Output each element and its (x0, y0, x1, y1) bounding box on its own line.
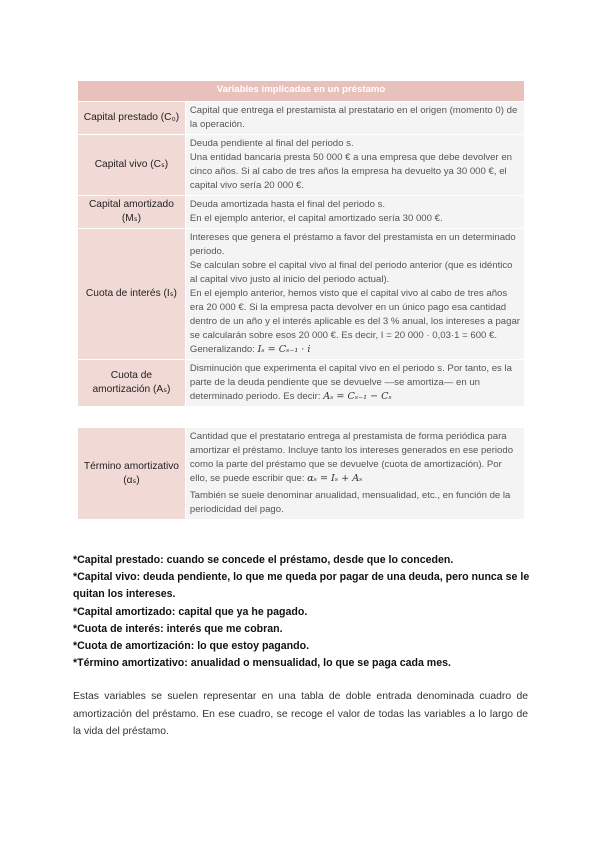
desc-line: Intereses que genera el préstamo a favor del prestamista en un determinado periodo. (189, 232, 516, 257)
desc-line: Deuda amortizada hasta el final del periodo s. (189, 199, 386, 210)
table-header-row (78, 81, 525, 102)
row-label-capital-vivo: Capital vivo (Cₛ) (78, 135, 186, 196)
note-item: *Capital vivo: deuda pendiente, lo que me queda por pagar de una deuda, pero nunca se le quitan los intereses. (73, 571, 530, 601)
row-desc-capital-prestado (185, 102, 524, 135)
interest-formula: Iₛ = Cₛ₋₁ · i (257, 344, 311, 355)
desc-line: Una entidad bancaria presta 50 000 € a una empresa que debe devolver en cinco años. Si al cabo de tres años la empresa ha devuelto ya 30 000 €, el capital vivo sería 20 000 €. (189, 152, 513, 191)
desc-text: Disminución que experimenta el capital vivo en el periodo s. Por tanto, es la parte de la deuda pendiente que se devuelve —se amortiza— en un determinado periodo. Es decir: (189, 363, 512, 402)
row-label-capital-prestado: Capital prestado (C₀) (78, 102, 186, 135)
desc-line (190, 430, 520, 486)
row-desc-capital-amortizado (185, 196, 524, 229)
row-label-capital-amortizado: Capital amortizado (Mₛ) (78, 196, 186, 229)
table-row (78, 229, 525, 360)
row-desc-cuota-amortizacion (185, 360, 524, 407)
row-label-termino-amortizativo: Término amortizativo (αₛ) (78, 428, 186, 520)
note-item: *Cuota de amortización: lo que estoy pagando. (73, 640, 310, 653)
desc-line: También se suele denominar anualidad, mensualidad, etc., en función de la periodicidad del pago. (189, 490, 511, 515)
table-row (78, 135, 525, 196)
desc-text: Cantidad que el prestatario entrega al prestamista de forma periódica para amortizar el préstamo. Incluye tanto los intereses generados en ese periodo como la parte del préstamo que se devuelve (cuota de amortización). Por ello, se puede escribir que: (189, 431, 514, 484)
row-label-cuota-interes: Cuota de interés (Iₛ) (78, 229, 186, 360)
note-item: *Cuota de interés: interés que me cobran. (73, 622, 283, 635)
row-desc-cuota-interes (185, 229, 524, 360)
desc-line: En el ejemplo anterior, hemos visto que el capital vivo al cabo de tres años era 20 000 €. Si la empresa pacta devolver en un único pago esa cantidad dentro de un año y el interés aplicable es del 3 % anual, los intereses a pagar se calcularán sobre esos 20 000 €. Es decir, I = 20 000 · 0,03·1 = 600 €. (189, 288, 520, 341)
desc-line: Se calculan sobre el capital vivo al final del periodo anterior (que es idéntico al capital vivo justo al inicio del periodo actual). (189, 260, 513, 285)
row-desc-termino-amortizativo (185, 428, 524, 520)
loan-variables-table (77, 80, 525, 407)
body-paragraph: Estas variables se suelen representar en una tabla de doble entrada denominada cuadro de amortización del préstamo. En ese cuadro, se recoge el valor de todas las variables a lo largo de la vida del préstamo. (73, 691, 528, 737)
formula-line (190, 343, 520, 357)
notes-list (73, 552, 533, 672)
desc-line: Capital que entrega el prestamista al prestatario en el origen (momento 0) de la operación. (189, 105, 518, 130)
table-row (78, 360, 525, 407)
row-label-cuota-amortizacion: Cuota de amortización (Aₛ) (78, 360, 186, 407)
table-row (78, 428, 525, 520)
table-row (78, 196, 525, 229)
formula-prefix: Generalizando: (189, 344, 258, 355)
note-item: *Capital prestado: cuando se concede el préstamo, desde que lo conceden. (73, 554, 454, 566)
term-formula: αₛ = Iₛ + Aₛ (307, 473, 363, 484)
amortization-formula: Aₛ = Cₛ₋₁ − Cₛ (323, 391, 392, 402)
table-row (78, 102, 525, 135)
table-title: Variables implicadas en un préstamo (78, 81, 525, 102)
desc-line: Deuda pendiente al final del periodo s. (189, 138, 354, 149)
note-item: *Capital amortizado: capital que ya he pagado. (73, 605, 308, 618)
note-item: *Término amortizativo: anualidad o mensualidad, lo que se paga cada mes. (73, 657, 451, 670)
desc-line (190, 362, 520, 404)
row-desc-capital-vivo (185, 135, 524, 196)
amortizing-term-table (77, 427, 525, 520)
desc-line: En el ejemplo anterior, el capital amortizado sería 30 000 €. (189, 213, 443, 224)
